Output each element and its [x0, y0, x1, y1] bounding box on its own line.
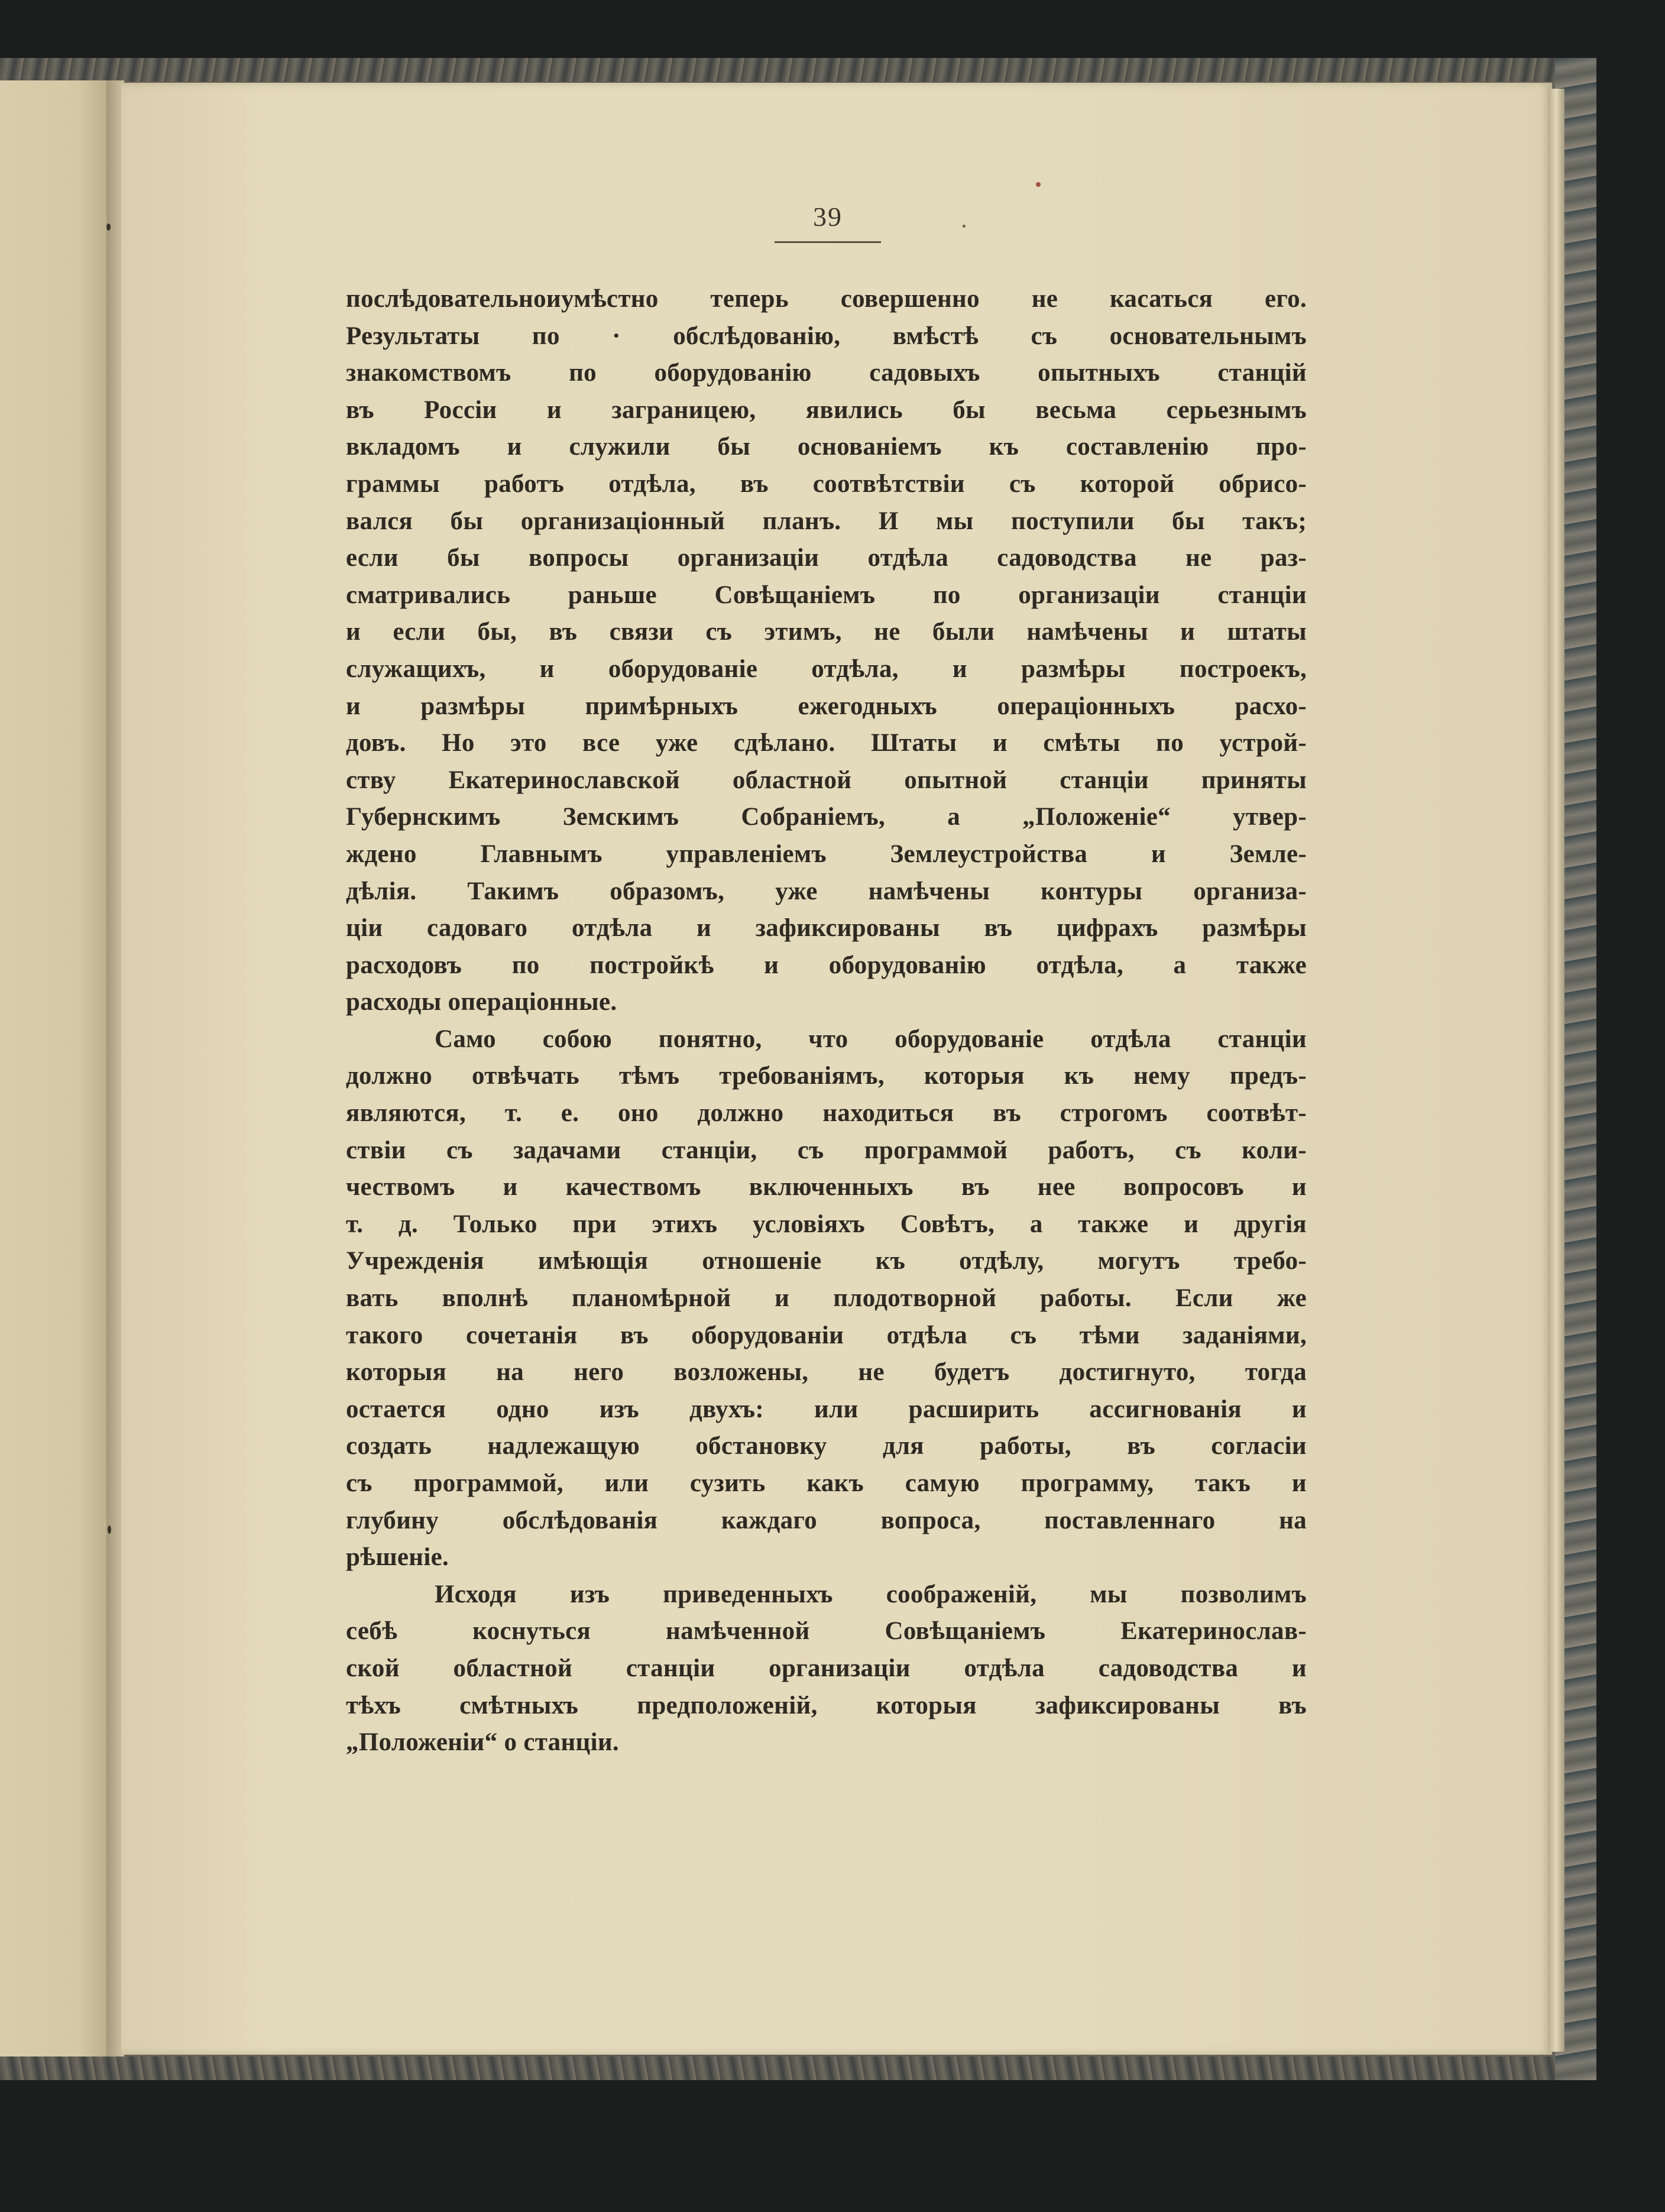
- text-line: расходы операціонные.: [346, 988, 617, 1016]
- page-number: 39: [813, 202, 843, 232]
- text-line: ской областной станціи организаціи отдѣла садоводства и: [346, 1654, 1307, 1682]
- text-line: довъ. Но это все уже сдѣлано. Штаты и смѣты по устрой-: [346, 729, 1307, 757]
- text-line: если бы вопросы организаціи отдѣла садоводства не раз-: [346, 544, 1307, 572]
- cover-edge-top: [0, 58, 1596, 82]
- text-line: и если бы, въ связи съ этимъ, не были намѣчены и штаты: [346, 618, 1307, 646]
- paper-speck: [108, 1526, 111, 1534]
- text-line: остается одно изъ двухъ: или расширить ассигнованія и: [346, 1395, 1307, 1423]
- text-line: служащихъ, и оборудованіе отдѣла, и размѣры построекъ,: [346, 655, 1307, 683]
- text-line: глубину обслѣдованія каждаго вопроса, поставленнаго на: [346, 1506, 1307, 1534]
- text-line: вался бы организаціонный планъ. И мы поступили бы такъ;: [346, 507, 1307, 535]
- text-line: въ Россіи и заграницею, явились бы весьма серьезнымъ: [346, 396, 1307, 424]
- text-line: чествомъ и качествомъ включенныхъ въ нее вопросовъ и: [346, 1173, 1307, 1201]
- text-line: являются, т. е. оно должно находиться въ строгомъ соотвѣт-: [346, 1099, 1307, 1128]
- text-line: съ программой, или сузить какъ самую программу, такъ и: [346, 1469, 1307, 1497]
- text-line: т. д. Только при этихъ условіяхъ Совѣтъ, а также и другія: [346, 1210, 1307, 1238]
- text-line: себѣ коснуться намѣченной Совѣщаніемъ Екатеринослав-: [346, 1617, 1307, 1646]
- text-line: тѣхъ смѣтныхъ предположеній, которыя зафиксированы въ: [346, 1691, 1307, 1719]
- cover-edge-bottom: [0, 2056, 1596, 2080]
- text-line: сматривались раньше Совѣщаніемъ по организаціи станціи: [346, 581, 1307, 609]
- page-stack-edge: [1548, 89, 1564, 2052]
- text-line: создать надлежащую обстановку для работы, въ согласіи: [346, 1432, 1307, 1460]
- text-line: Исходя изъ приведенныхъ соображеній, мы позволимъ: [435, 1580, 1307, 1608]
- text-line: ству Екатеринославской областной опытной станціи приняты: [346, 766, 1307, 794]
- text-line: рѣшеніе.: [346, 1543, 449, 1572]
- text-line: такого сочетанія въ оборудованіи отдѣла съ тѣми заданіями,: [346, 1321, 1307, 1349]
- text-line: вкладомъ и служили бы основаніемъ къ составленію про-: [346, 433, 1307, 461]
- text-line: Губернскимъ Земскимъ Собраніемъ, а „Положеніе“ утвер-: [346, 803, 1307, 831]
- text-line: Результаты по · обслѣдованію, вмѣстѣ съ основательнымъ: [346, 322, 1307, 350]
- text-line: Учрежденія имѣющія отношеніе къ отдѣлу, могутъ требо-: [346, 1247, 1307, 1275]
- left-page-edge: [0, 80, 112, 2056]
- page-number-rule: [775, 241, 881, 243]
- text-line: должно отвѣчать тѣмъ требованіямъ, которыя къ нему предъ-: [346, 1062, 1307, 1090]
- text-line: граммы работъ отдѣла, въ соотвѣтствіи съ которой обрисо-: [346, 469, 1307, 498]
- text-line: и размѣры примѣрныхъ ежегодныхъ операціонныхъ расхо-: [346, 692, 1307, 720]
- text-line: вать вполнѣ планомѣрной и плодотворной работы. Если же: [346, 1284, 1307, 1313]
- text-line: которыя на него возложены, не будетъ достигнуто, тогда: [346, 1358, 1307, 1387]
- text-line: ждено Главнымъ управленіемъ Землеустройства и Земле-: [346, 840, 1307, 868]
- paper-speck: [963, 225, 966, 228]
- text-line: знакомствомъ по оборудованію садовыхъ опытныхъ станцій: [346, 359, 1307, 387]
- text-line: „Положеніи“ о станціи.: [346, 1728, 619, 1757]
- body-text: [346, 281, 1307, 1761]
- paper-speck: [1036, 182, 1041, 187]
- paper-speck: [106, 224, 111, 231]
- text-line: дѣлія. Такимъ образомъ, уже намѣчены контуры организа-: [346, 877, 1307, 905]
- text-line: послѣдовательноиумѣстно теперь совершенно не касаться его.: [346, 285, 1307, 313]
- text-line: расходовъ по постройкѣ и оборудованію отдѣла, а также: [346, 951, 1307, 979]
- text-line: ціи садоваго отдѣла и зафиксированы въ цифрахъ размѣры: [346, 914, 1307, 943]
- text-line: ствіи съ задачами станціи, съ программой работъ, съ коли-: [346, 1136, 1307, 1164]
- text-line: Само собою понятно, что оборудованіе отдѣла станціи: [435, 1025, 1307, 1053]
